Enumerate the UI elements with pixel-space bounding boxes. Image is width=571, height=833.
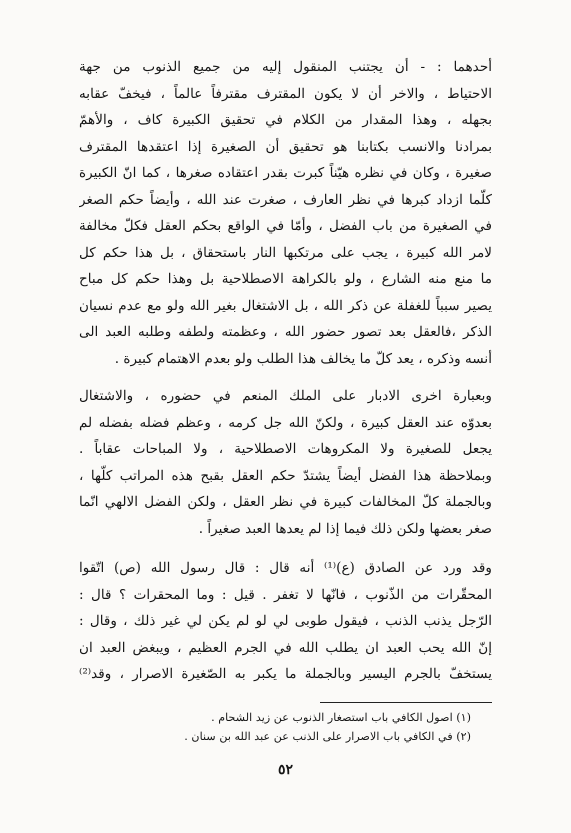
text-line: بجهله ، وهذا المقدار من الكلام في تحقيق الكبيرة كاف ، والأهمّ (79, 112, 492, 128)
body-text (79, 54, 492, 688)
text-line: يصير سبباً للغفلة عن ذكر الله ، بل الاشتغال بغير الله ولو مع عدم نسيان (79, 297, 492, 314)
footnote-2: (٢) في الكافي باب الاصرار على الذنب عن عبد الله بن سنان . (184, 730, 471, 743)
text-line: وبالجملة كلّ المخالفات كبيرة في نظر العقل ، ولكن الفضل الالهي انّما (79, 494, 492, 510)
text-line: صغيرة ، وكان في نظره هيّناً كبرت بقدر اعتقاده صغرها ، كما انّ الكبيرة (79, 165, 492, 181)
paragraph-2 (79, 383, 492, 542)
text-line: لامر الله كبيرة ، يجب على مرتكبها النار باستحقاق ، بل هذا حكم كل (79, 244, 492, 261)
text-line: بمرادنا والانسب بكتابنا هو تحقيق أن الصغيرة إذا اعتقدها المقترف (79, 138, 492, 155)
text-line: المحقّرات من الذّنوب ، فانّها لا تغفر . قيل : وما المحقرات ؟ قال : (79, 586, 492, 603)
text-line: أحدهما : - أن يجتنب المنقول إليه من جميع الذنوب من جهة (79, 59, 492, 75)
text-line: يستخفّ بالجرم اليسير وبالجملة ما يكبر به الصّغيرة الاصرار ، وقد⁽²⁾ (79, 666, 492, 682)
paragraph-3 (79, 555, 492, 688)
text-line: وبعبارة اخرى الادبار على الملك المنعم في حضوره ، والاشتغال (79, 388, 492, 404)
page-number: ٥٢ (277, 762, 294, 778)
text-line: الذكر ،فالعقل بعد تصور حضور الله ، وعظمته ولطفه وطلبه العبد الى (79, 324, 492, 340)
text-line: أنسه وذكره ، يعد كلّ ما يخالف هذا الطلب ولو بعدم الاهتمام كبيرة . (114, 350, 492, 367)
text-line: في الصغيرة من باب الفضل ، وأمّا في الواقع بحكم العقل فكلّ مخالفة (79, 218, 492, 234)
text-line: بعدوّه عند العقل كبيرة ، ولكنّ الله جل كرمه ، وعظم فضله بفضله لم (79, 414, 492, 431)
text-line: وبملاحظة هذا الفضل أيضاً يشتدّ حكم العقل بقبح هذه المراتب كلّها ، (79, 467, 492, 484)
footnote-1: (١) اصول الكافي باب استصغار الذنوب عن زيد الشحام . (211, 711, 471, 724)
text-line: الاحتياط ، والاخر أن لا يكون المقترف مقترفاً عالماً ، فيخفّ عقابه (79, 85, 492, 102)
text-line: ما منع منه الشارع ، ولو بالكراهة الاصطلاحية بل وهذا حكم كل مباح (79, 271, 492, 287)
text-line: وقد ورد عن الصادق (ع)⁽¹⁾ أنه قال : قال رسول الله (ص) اتّقوا (79, 560, 492, 576)
text-line: الرّجل يذنب الذنب ، فيقول طوبى لي لو لم يكن لي غير ذلك ، وقال : (79, 613, 492, 629)
text-line: إنّ الله يحب العبد ان يطلب الله في الجرم العظيم ، ويبغض العبد ان (79, 639, 492, 656)
footnote-separator (320, 702, 492, 703)
text-line: كلّما ازداد كبرها في نظر العارف ، صغرت عند الله ، وأيضاً حكم الصغر (79, 191, 492, 208)
paragraph-1 (79, 54, 492, 372)
text-line: صغر بعضها ولكن ذلك فيما إذا لم يعدها العبد صغيراً . (198, 520, 492, 537)
text-line: يجعل للصغيرة ولا المكروهات الاصطلاحية ، ولا المباحات عقاباً . (79, 441, 492, 457)
